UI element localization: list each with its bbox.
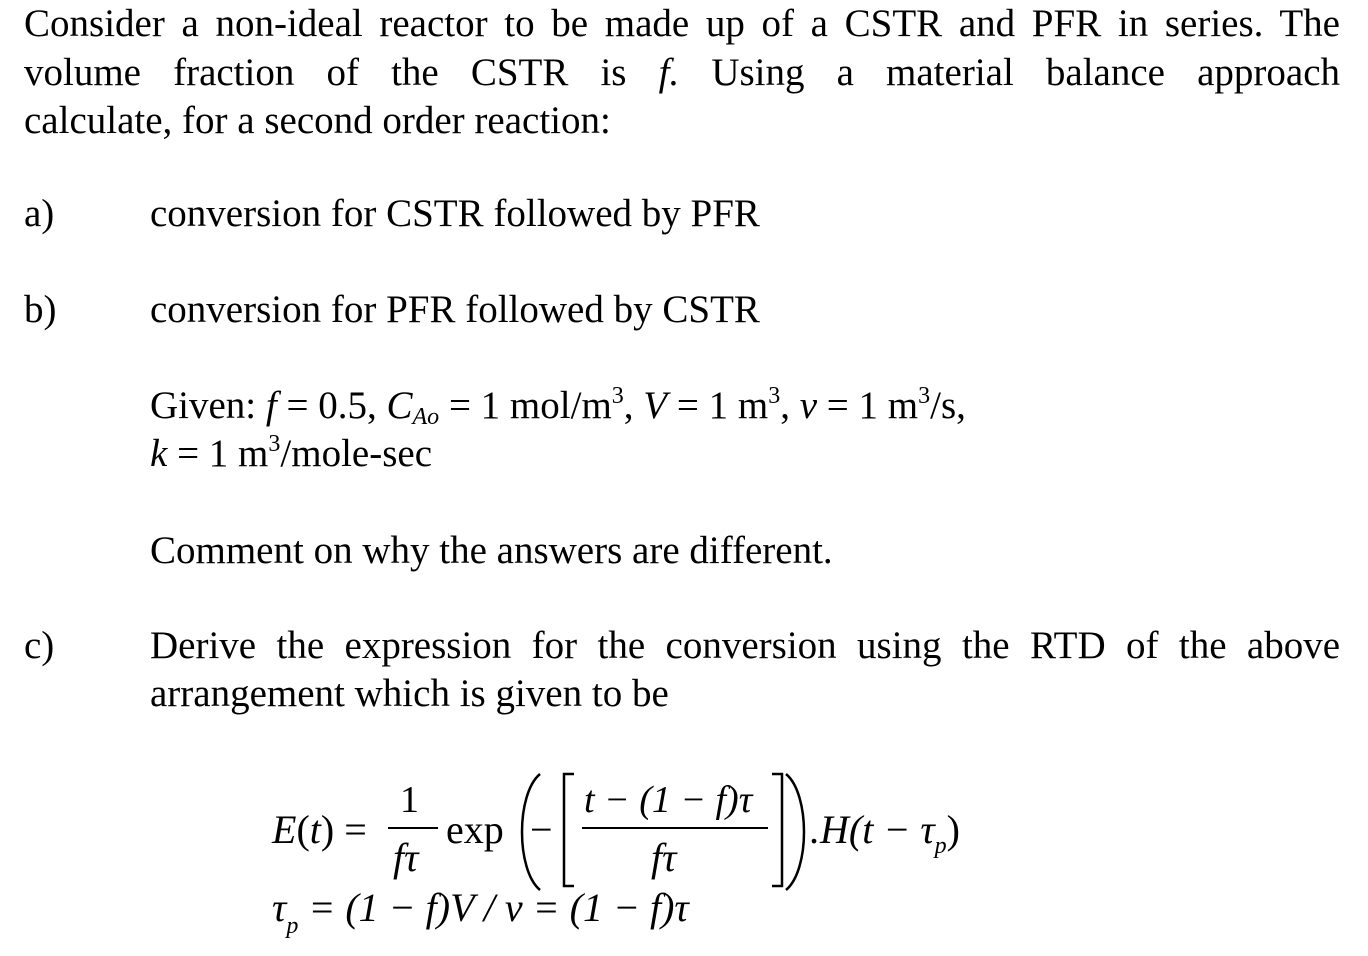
eq-tau-line — [272, 885, 689, 939]
part-c-line-1: Derive the expression for the conversion using the RTD of the above — [150, 624, 1340, 667]
intro-paragraph — [24, 0, 1340, 146]
intro-line-2b: Using a material balance approach — [711, 50, 1341, 94]
intro-line-1: Consider a non-ideal reactor to be made up of a CSTR and PFR in series. The — [24, 2, 1340, 45]
part-a-label: a) — [24, 192, 55, 235]
part-b-label: b) — [24, 288, 57, 331]
given-f-var: f — [265, 384, 277, 427]
eq-left-bracket — [560, 772, 584, 890]
intro-line-2 — [24, 49, 1340, 98]
given-line-2 — [150, 430, 432, 478]
given-prefix: Given: — [150, 384, 266, 427]
eq-heaviside-sub: p — [934, 833, 947, 859]
given-ca-val: = 1 mol/m — [439, 384, 612, 427]
eq-num1: 1 — [400, 779, 419, 821]
eq-heaviside-close: ) — [946, 807, 960, 852]
given-flow-var: v — [799, 384, 818, 427]
given-flow-exp: 3 — [918, 383, 931, 409]
given-flow-unit: /s, — [930, 384, 966, 427]
given-line-1: Given: f = 0.5, CAo = 1 mol/$m^3$, V = 1 $m^3$, v = 1 $m^3/s$, — [150, 383, 966, 430]
intro-line-2a: volume fraction of the CSTR is — [24, 50, 627, 94]
eq-lhs: E(t) = — [272, 807, 367, 852]
eq-heaviside-main: .H(t − τ — [810, 807, 935, 852]
eq-minus: − — [530, 807, 553, 852]
eq-heaviside — [810, 807, 960, 859]
comment-text: Comment on why the answers are different. — [150, 529, 833, 572]
given-ca-var: C — [386, 384, 413, 427]
given-k-val: = 1 m — [167, 432, 269, 475]
eq-tau-sub: p — [286, 913, 299, 939]
given-k-exp: 3 — [268, 431, 281, 457]
given-ca-exp: 3 — [611, 383, 624, 409]
intro-line-3: calculate, for a second order reaction: — [24, 99, 611, 142]
part-c-label: c) — [24, 624, 55, 667]
part-a-text: conversion for CSTR followed by PFR — [150, 192, 760, 235]
intro-f-variable: f. — [658, 50, 680, 94]
part-b-text: conversion for PFR followed by CSTR — [150, 288, 760, 331]
given-k-var: k — [150, 432, 168, 475]
given-v-exp: 3 — [768, 383, 781, 409]
eq-frac1-bar — [388, 827, 438, 829]
eq-frac2-bar — [582, 827, 768, 829]
eq-den1: fτ — [393, 835, 419, 880]
given-ca-sub: Ao — [412, 404, 440, 430]
part-c-line-2: arrangement which is given to be — [150, 672, 669, 715]
eq-tau-rhs: = (1 − f)V / v = (1 − f)τ — [298, 885, 689, 930]
part-c-text — [150, 622, 1340, 718]
given-flow-val: = 1 m — [817, 384, 919, 427]
given-k-unit: /mole-sec — [280, 432, 433, 475]
given-v-val: = 1 m — [667, 384, 769, 427]
eq-num2: t − (1 − f)τ — [584, 779, 753, 821]
eq-exp: exp — [446, 807, 504, 852]
eq-tau-lhs: τ — [272, 885, 287, 930]
given-v-var: V — [643, 384, 668, 427]
eq-den2: fτ — [651, 835, 677, 880]
given-f-val: = 0.5, — [276, 384, 387, 427]
